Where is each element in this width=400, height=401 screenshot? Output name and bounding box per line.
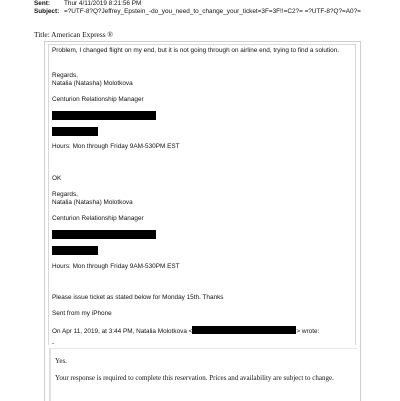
quoted-yes: Yes. [55, 357, 67, 365]
sent-label: Sent: [34, 0, 50, 7]
quote-attribution [52, 326, 319, 336]
document-title: Title: American Express ® [34, 30, 114, 39]
message2-hours: Hours: Mon through Friday 9AM-530PM EST [52, 263, 180, 270]
message2-regards: Regards, [52, 191, 78, 198]
message3-body: Please issue ticket as stated below for Monday 15th. Thanks [52, 294, 224, 301]
message3-dash: - [52, 340, 55, 347]
message1-regards: Regards, [52, 72, 78, 79]
email-header [34, 0, 384, 16]
message1-hours: Hours: Mon through Friday 9AM-530PM EST [52, 143, 180, 150]
message1-body: Problem, I changed flight on my end, but it is not going through on airline end, trying to find a solution. [52, 47, 340, 54]
redaction-bar [52, 246, 98, 255]
message1-signature-name: Natalia (Natasha) Molotkova [52, 80, 133, 87]
quote-attribution-suffix: > wrote: [296, 328, 320, 335]
redaction-bar [192, 326, 296, 334]
redaction-bar [52, 230, 156, 239]
quote-attribution-prefix: On Apr 11, 2019, at 3:44 PM, Natalia Molotkova < [52, 328, 193, 335]
subject-value: =?UTF-8?Q?Jeffrey_Epstein_-do_you_need_to_change_your_ticket=3F=3F!!=C2?= =?UTF-8?Q?=A0?= [64, 8, 361, 15]
message2-ok: OK [52, 175, 62, 182]
message3-sent-from: Sent from my iPhone [52, 310, 112, 317]
redaction-bar [52, 111, 156, 120]
quoted-notice: Your response is required to complete this reservation. Prices and availability are subject to change. [55, 374, 334, 382]
sent-value: Thur 4/11/2019 8:21:56 PM [64, 0, 142, 7]
subject-label: Subject: [34, 8, 60, 15]
sent-row [34, 0, 384, 8]
redaction-bar [52, 127, 98, 136]
message2-signature-role: Centurion Relationship Manager [52, 215, 144, 222]
subject-row [34, 8, 384, 16]
message1-signature-role: Centurion Relationship Manager [52, 96, 144, 103]
message2-signature-name: Natalia (Natasha) Molotkova [52, 199, 133, 206]
